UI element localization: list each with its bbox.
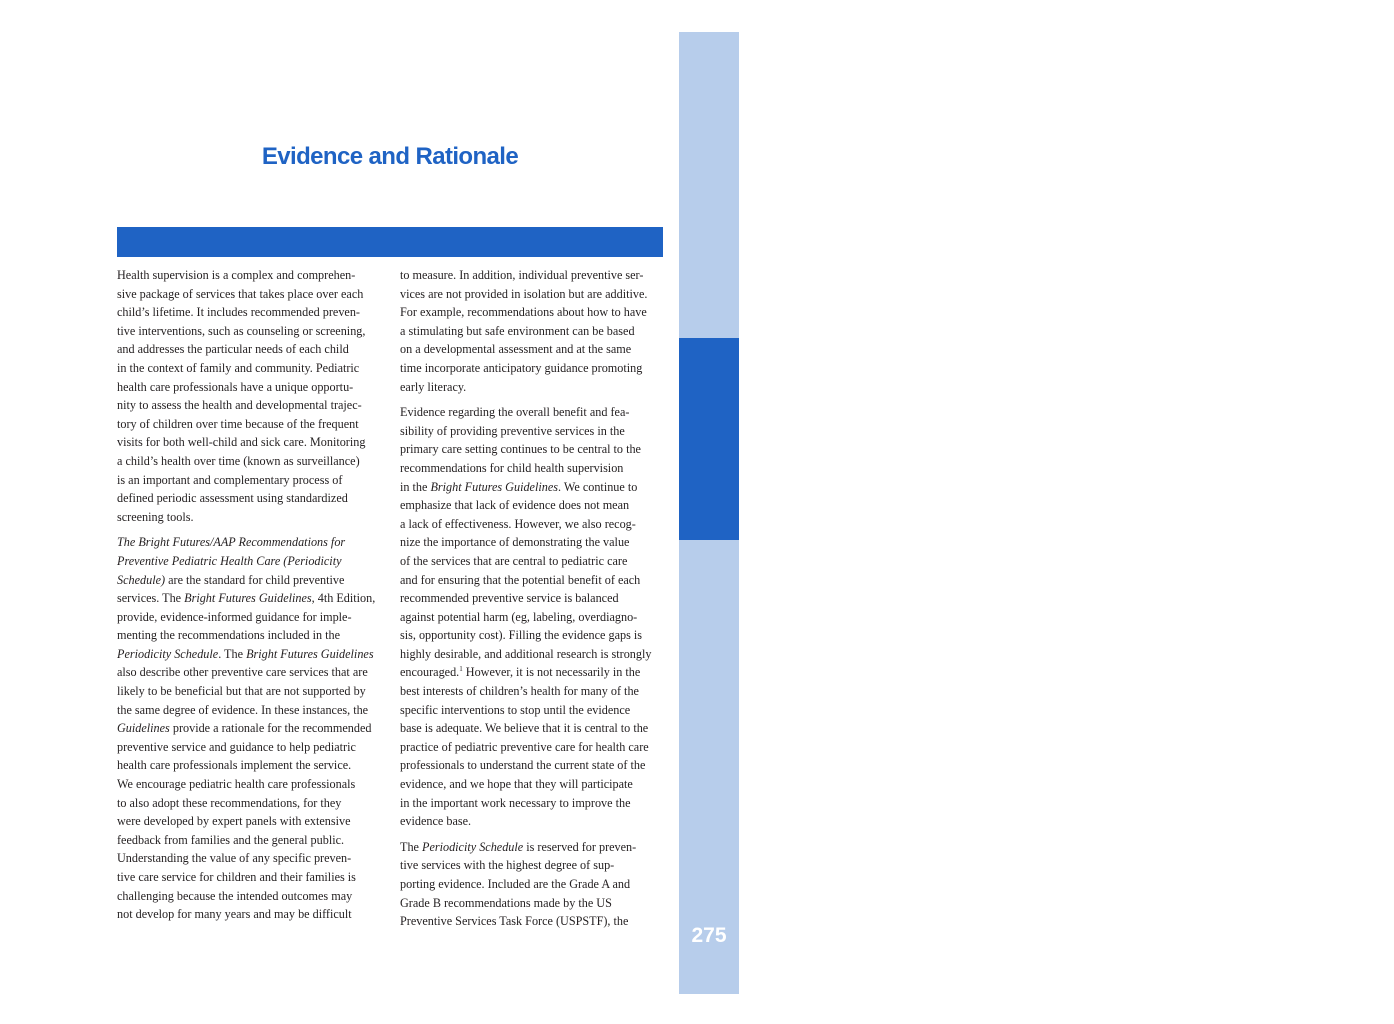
- text-line: in the important work necessary to improve the: [400, 795, 631, 810]
- text-line: screening tools.: [117, 509, 194, 524]
- text-line: [117, 552, 379, 571]
- text-line: preventive service and guidance to help pediatric: [117, 739, 356, 754]
- text-line: visits for both well-child and sick care. Monitoring: [117, 435, 366, 450]
- text-line: menting the recommendations included in the: [117, 628, 341, 643]
- text-line: provide, evidence-informed guidance for imple-: [117, 609, 352, 624]
- italic-title: The Bright Futures/AAP Recommendations for: [117, 535, 346, 550]
- text-line: base is adequate. We believe that it is central to the: [400, 721, 649, 736]
- text-line: is an important and complementary process of: [117, 472, 343, 487]
- section-tab-label: EVIDENCE AND RATIONALE: [1382, 702, 1394, 852]
- text-line: were developed by expert panels with extensive: [117, 814, 351, 829]
- text-line: sis, opportunity cost). Filling the evidence gaps is: [400, 628, 643, 643]
- text-line: [117, 571, 379, 590]
- text-run: However, it is not necessarily in the: [462, 665, 641, 680]
- text-line: a child’s health over time (known as surveillance): [117, 453, 360, 468]
- text-line: recommendations for child health supervision: [400, 460, 624, 475]
- text-line: [117, 589, 379, 608]
- paragraph: [400, 266, 662, 396]
- text-line: emphasize that lack of evidence does not mean: [400, 498, 630, 513]
- text-line: Health supervision is a complex and comprehen-: [117, 268, 356, 282]
- text-line: a stimulating but safe environment can be based: [400, 323, 635, 338]
- text-line: defined periodic assessment using standardized: [117, 491, 348, 506]
- text-line: tive care service for children and their families is: [117, 870, 356, 884]
- italic-title: Periodicity Schedule: [422, 839, 524, 854]
- left-column: [117, 266, 379, 931]
- text-line: vices are not provided in isolation but are additive.: [400, 286, 648, 301]
- text-line: evidence base.: [400, 814, 472, 829]
- italic-title: Bright Futures Guidelines,: [184, 591, 315, 606]
- text-line: on a developmental assessment and at the same: [400, 342, 632, 357]
- text-line: of the services that are central to pediatric care: [400, 553, 628, 568]
- italic-title: Schedule): [117, 572, 166, 587]
- text-run: provide a rationale for the recommended: [169, 721, 372, 736]
- italic-title: Preventive Pediatric Health Care (Periodicity: [117, 553, 342, 568]
- text-line: [117, 533, 379, 552]
- title-band: [117, 227, 663, 257]
- text-line: to measure. In addition, individual preventive ser-: [400, 268, 644, 282]
- text-line: porting evidence. Included are the Grade A and: [400, 877, 631, 891]
- text-line: tory of children over time because of the frequent: [117, 416, 359, 431]
- text-line: practice of pediatric preventive care for health care: [400, 739, 649, 754]
- text-run: in the: [400, 479, 431, 494]
- text-line: For example, recommendations about how to have: [400, 305, 647, 320]
- text-line: a lack of effectiveness. However, we also recog-: [400, 516, 636, 531]
- text-line: evidence, and we hope that they will participate: [400, 777, 633, 792]
- text-line: specific interventions to stop until the evidence: [400, 702, 631, 717]
- right-column: [400, 266, 662, 938]
- paragraph: [400, 403, 662, 831]
- text-line: nity to assess the health and developmental trajec-: [117, 398, 362, 413]
- text-run: is reserved for preven-: [523, 839, 637, 854]
- text-line: health care professionals have a unique opportu-: [117, 379, 354, 394]
- text-line: in the context of family and community. Pediatric: [117, 360, 360, 375]
- text-run: . The: [218, 646, 247, 661]
- paragraph: [400, 838, 662, 931]
- text-line: child’s lifetime. It includes recommended preven-: [117, 305, 360, 320]
- text-line: [117, 645, 379, 664]
- text-run: services. The: [117, 591, 185, 606]
- text-line: likely to be beneficial but that are not supported by: [117, 684, 366, 699]
- text-line: and addresses the particular needs of each child: [117, 342, 349, 357]
- text-line: against potential harm (eg, labeling, overdiagno-: [400, 609, 638, 624]
- text-line: primary care setting continues to be central to the: [400, 442, 641, 457]
- text-line: professionals to understand the current state of the: [400, 758, 646, 773]
- text-line: [117, 719, 379, 738]
- text-line: early literacy.: [400, 379, 467, 394]
- italic-title: Guidelines: [117, 721, 170, 736]
- text-line: [400, 663, 662, 682]
- text-line: Preventive Services Task Force (USPSTF), the: [400, 914, 629, 929]
- text-line: [400, 478, 662, 497]
- text-line: and for ensuring that the potential benefit of each: [400, 572, 641, 587]
- text-line: challenging because the intended outcomes may: [117, 888, 353, 903]
- text-run: . We continue to: [557, 479, 638, 494]
- text-line: the same degree of evidence. In these instances, the: [117, 702, 369, 717]
- text-line: Understanding the value of any specific preven-: [117, 851, 352, 866]
- italic-title: Bright Futures Guidelines: [430, 479, 558, 494]
- text-line: tive interventions, such as counseling or screening,: [117, 323, 366, 338]
- text-line: sive package of services that takes place over each: [117, 286, 364, 301]
- page-title: Evidence and Rationale: [261, 143, 519, 170]
- text-run: encouraged.: [400, 665, 460, 680]
- text-line: highly desirable, and additional research is strongly: [400, 646, 652, 661]
- text-line: to also adopt these recommendations, for they: [117, 795, 342, 810]
- paragraph: [117, 266, 379, 526]
- text-line: Evidence regarding the overall benefit and fea-: [400, 405, 630, 420]
- text-line: also describe other preventive care services that are: [117, 665, 368, 680]
- text-line: sibility of providing preventive services in the: [400, 423, 625, 438]
- text-line: health care professionals implement the service.: [117, 758, 352, 773]
- text-run: are the standard for child preventive: [165, 572, 345, 587]
- italic-title: Bright Futures Guidelines: [246, 646, 374, 661]
- text-line: time incorporate anticipatory guidance promoting: [400, 360, 643, 375]
- footnote-ref[interactable]: 1: [459, 665, 463, 674]
- text-run: The: [400, 839, 422, 854]
- text-run: 4th Edition,: [314, 591, 376, 606]
- text-line: tive services with the highest degree of sup-: [400, 858, 615, 873]
- side-tab-section[interactable]: [679, 338, 1394, 852]
- text-line: feedback from families and the general public.: [117, 832, 345, 847]
- text-line: [400, 838, 662, 857]
- text-line: We encourage pediatric health care professionals: [117, 777, 356, 792]
- text-line: Grade B recommendations made by the US: [400, 895, 612, 910]
- italic-title: Periodicity Schedule: [117, 646, 219, 661]
- text-line: nize the importance of demonstrating the value: [400, 535, 630, 550]
- text-line: best interests of children’s health for many of the: [400, 684, 639, 699]
- text-line: not develop for many years and may be difficult: [117, 907, 352, 922]
- paragraph: [117, 533, 379, 923]
- page-number: 275: [691, 924, 727, 947]
- text-line: recommended preventive service is balanced: [400, 591, 619, 606]
